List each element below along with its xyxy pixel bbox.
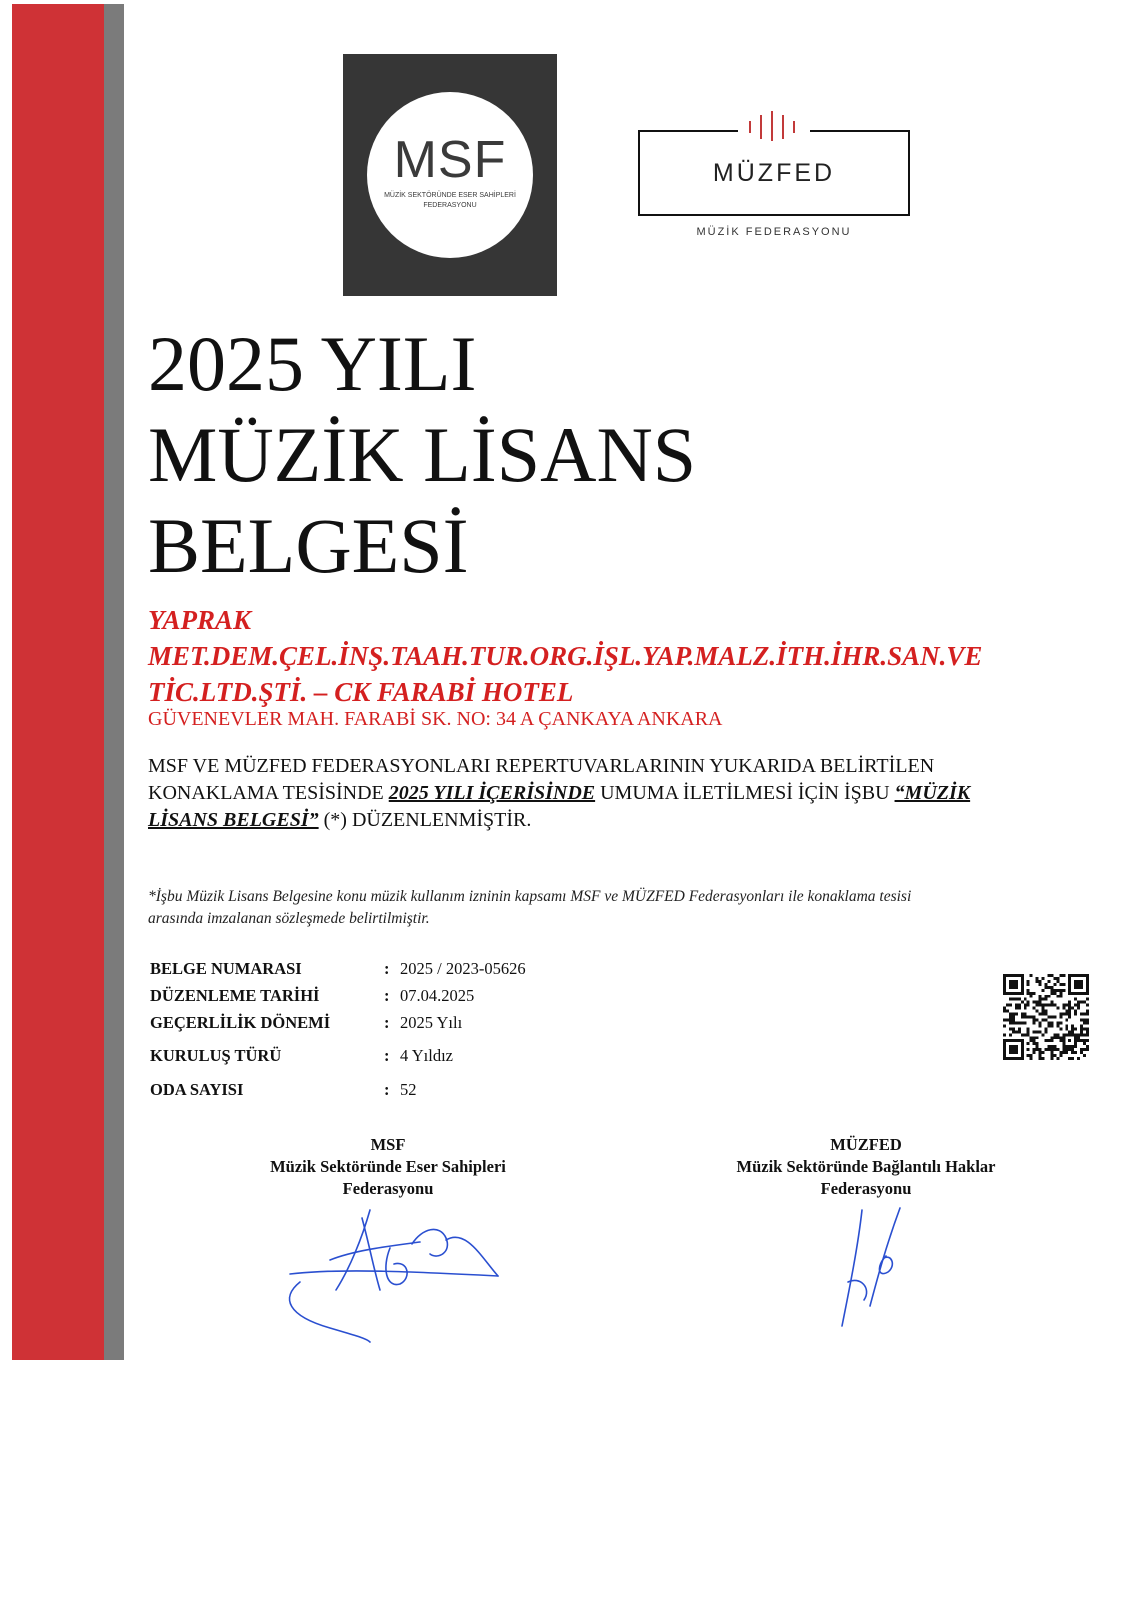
msf-logo-subtitle — [377, 191, 523, 211]
msf-logo-subtitle-line2: FEDERASYONU — [423, 202, 477, 209]
statement-doc-emphasis: “MÜZİK — [894, 782, 971, 804]
statement-line-2 — [148, 780, 1128, 807]
muzfed-signature-block — [686, 1134, 1046, 1200]
title-line-1: 2025 YILI — [148, 320, 477, 407]
detail-value: 4 Yıldız — [400, 1046, 454, 1065]
detail-label: KURULUŞ TÜRÜ — [150, 1046, 282, 1065]
msf-logo-circle — [367, 92, 533, 258]
statement-line-3 — [148, 807, 1128, 834]
muzfed-signature-icon — [820, 1196, 920, 1336]
qr-code-icon[interactable] — [1002, 974, 1090, 1060]
statement-text: UMUMA İLETİLMESİ İÇİN İŞBU — [595, 782, 895, 804]
muzfed-logo-subtitle: MÜZİK FEDERASYONU — [696, 226, 852, 238]
detail-colon: : — [384, 986, 390, 1005]
license-statement — [148, 753, 1128, 834]
muzfed-soundwave-icon — [746, 111, 802, 141]
statement-line-1: MSF VE MÜZFED FEDERASYONLARI REPERTUVARLARININ YUKARIDA BELİRTİLEN — [148, 755, 935, 777]
muzfed-logo-text: MÜZFED — [712, 159, 836, 187]
detail-colon: : — [384, 1013, 390, 1032]
detail-value: 2025 / 2023-05626 — [400, 959, 526, 978]
detail-label: ODA SAYISI — [150, 1080, 244, 1099]
detail-colon: : — [384, 1046, 390, 1065]
msf-signature-line-1: Müzik Sektöründe Eser Sahipleri — [270, 1157, 506, 1176]
document-title — [148, 318, 1108, 591]
company-address: GÜVENEVLER MAH. FARABİ SK. NO: 34 A ÇANKAYA ANKARA — [148, 708, 723, 730]
detail-colon: : — [384, 1080, 390, 1099]
msf-signature-title: MSF — [370, 1135, 406, 1154]
footnote — [148, 886, 1108, 930]
msf-logo — [343, 54, 557, 296]
company-name — [148, 602, 1128, 710]
footnote-line-2: arasında imzalanan sözleşmede belirtilmiştir. — [148, 910, 430, 927]
muzfed-signature-line-1: Müzik Sektöründe Bağlantılı Haklar — [736, 1157, 996, 1176]
msf-logo-text: MSF — [393, 131, 507, 189]
muzfed-signature-title: MÜZFED — [830, 1135, 902, 1154]
detail-value: 2025 Yılı — [400, 1013, 463, 1032]
detail-label: GEÇERLİLİK DÖNEMİ — [150, 1013, 331, 1032]
msf-signature-icon — [270, 1198, 510, 1348]
msf-signature-line-2: Federasyonu — [342, 1179, 434, 1198]
statement-doc-emphasis: LİSANS BELGESİ” — [148, 809, 319, 831]
detail-value: 07.04.2025 — [400, 986, 475, 1005]
footnote-line-1: *İşbu Müzik Lisans Belgesine konu müzik kullanım izninin kapsamı MSF ve MÜZFED Federasyonları ile konaklama tesisi — [148, 888, 912, 905]
detail-label: DÜZENLEME TARİHİ — [150, 986, 320, 1005]
muzfed-signature-line-2: Federasyonu — [820, 1179, 912, 1198]
msf-logo-subtitle-line1: MÜZİK SEKTÖRÜNDE ESER SAHİPLERİ — [384, 192, 516, 199]
left-gray-bar — [104, 4, 124, 1360]
statement-period-emphasis: 2025 YILI İÇERİSİNDE — [388, 782, 596, 804]
title-line-3: BELGESİ — [148, 502, 469, 589]
company-line-1: YAPRAK — [148, 605, 252, 635]
detail-label: BELGE NUMARASI — [150, 959, 302, 978]
statement-text: KONAKLAMA TESİSİNDE — [148, 782, 389, 804]
msf-signature-block — [208, 1134, 568, 1200]
company-line-2: MET.DEM.ÇEL.İNŞ.TAAH.TUR.ORG.İŞL.YAP.MALZ.İTH.İHR.SAN.VE — [148, 641, 983, 671]
detail-colon: : — [384, 959, 390, 978]
statement-text: (*) DÜZENLENMİŞTİR. — [318, 809, 532, 831]
company-line-3: TİC.LTD.ŞTİ. – CK FARABİ HOTEL — [148, 677, 574, 707]
title-line-2: MÜZİK LİSANS — [148, 411, 697, 498]
detail-value: 52 — [400, 1080, 417, 1099]
left-red-bar — [12, 4, 104, 1360]
